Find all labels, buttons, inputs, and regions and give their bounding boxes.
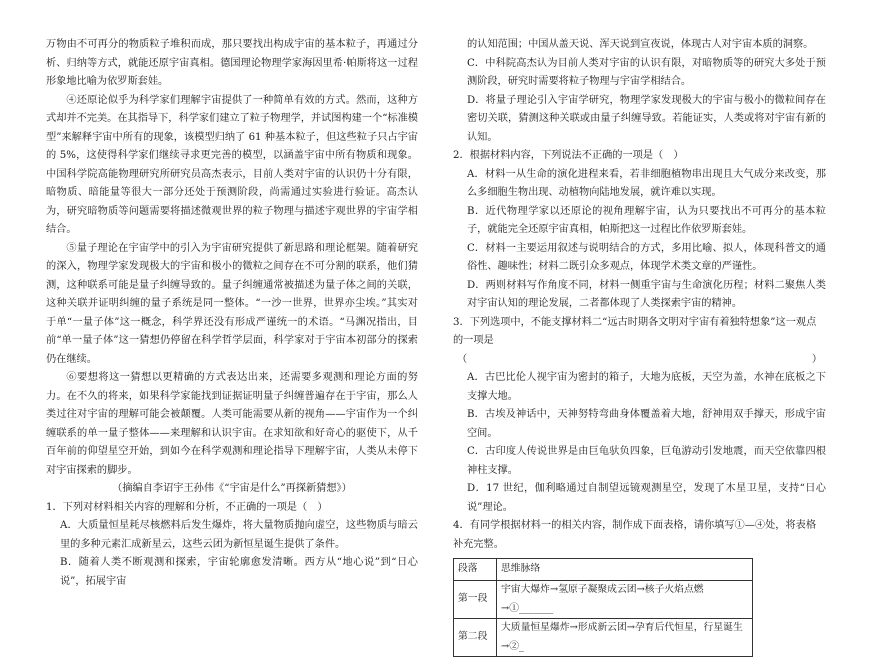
table-row: [454, 619, 753, 657]
passage-paragraph: 万物由不可再分的物质粒子堆积而成，那只要找出构成宇宙的基本粒子，再通过分析、归纳等方式，就能还原宇宙真相。德国理论物理学家海因里希·帕斯将这一过程形象地比喻为依罗斯套娃。: [46, 39, 418, 87]
passage-source: （摘编自李诏宇王孙伟《“宇宙是什么”再探新猜想》）: [112, 483, 352, 494]
question-1: [46, 499, 418, 592]
passage-paragraph-5: ⑤量子理论在宇宙学中的引入为宇宙研究提供了新思路和理论框架。随着研究的深入，物理学家发现极大的宇宙和极小的微粒之间存在不可分割的联系，他们猜测，这种联系可能是量子纠缠导致的。量子纠缠通常被描述为量子体之间的关联，这种关联并证明纠缠的量子系统是同一整体。“一沙一世界，世界亦尘埃。”其实对于单“一量子体”这一概念，科学界还没有形成严谨统一的术语。“马渊况指出，目前“单一量子体”这一猜想仍停留在科学哲学层面，科学家对于宇宙本初部分的探索仍在继续。: [46, 242, 418, 365]
question-1-option-a: A．大质量恒星耗尽核燃料后发生爆炸，将大量物质抛向虚空，这些物质与暗云里的多种元素汇成新星云，这些云团为新恒星诞生提供了条件。: [60, 520, 418, 550]
question-3-option-b: B．古埃及神话中，天神努特弯曲身体覆盖着大地，舒神用双手撑天，形成宇宙空间。: [467, 409, 826, 439]
question-1-option-d: D．将量子理论引入宇宙学研究，物理学家发现极大的宇宙与极小的微粒间存在密切关联，猜测这种关联或由量子纠缠导致。若能证实，人类或将对宇宙有新的认知。: [467, 94, 826, 143]
question-4: [453, 517, 826, 657]
question-3: [453, 314, 826, 518]
table-cell: 第一段: [454, 581, 497, 619]
question-3-option-c: C．古印度人传说世界是由巨龟驮负四象，巨龟游动引发地震，而天空依靠四根神柱支撑。: [467, 446, 826, 476]
passage-paragraph-4: ④还原论似乎为科学家们理解宇宙提供了一种简单有效的方式。然而，这种方式却并不完美。在其指导下，科学家们建立了粒子物理学，并试图构建一个“标准模型”来解释宇宙中所有的现象，该模型归纳了 61 种基本粒子，但这些粒子只占宇宙的 5%，这使得科学家们继续寻求更完善的模型，以涵盖宇宙中所有物质和现象。中国科学院高能物理研究所研究员高杰表示，目前人类对宇宙的认识仍十分有限，暗物质、暗能量等很大一部分还处于预测阶段，尚需通过实验进行验证。高杰认为，研究暗物质等问题需要将描述微观世界的粒子物理与描述宇观世界的宇宙学相结合。: [46, 94, 418, 235]
passage-paragraph-6: ⑥要想将这一猜想以更精确的方式表达出来，还需要多观测和理论方面的努力。在不久的将来，如果科学家能找到证据证明量子纠缠普遍存在于宇宙，那么人类过往对宇宙的理解可能会被颠覆。人类可能需要从新的视角——宇宙作为一个纠缠联系的单一量子整体——来理解和认识宇宙。在求知欲和好奇心的驱使下，从千百年前的仰望星空开始，到如今在科学观测和理论指导下理解宇宙，人类从未停下对宇宙探索的脚步。: [46, 372, 418, 476]
table-row: [454, 581, 753, 619]
question-2-option-a: A．材料一从生命的演化进程来看，若非细胞植物串出现且大气成分来改变，那么多细胞生物出现、动植物向陆地发展，就许难以实现。: [467, 168, 826, 198]
table-cell: 段落: [454, 559, 497, 581]
question-4-stem: 4．有同学根据材料一的相关内容，制作成下面表格，请你填写①—④处，将表格补充完整。: [453, 520, 817, 550]
question-2-option-b: B．近代物理学家以还原论的视角理解宇宙，认为只要找出不可再分的基本粒子，就能完全还原宇宙真相，帕斯把这一过程比作依罗斯套娃。: [467, 205, 826, 235]
right-column: [453, 36, 826, 657]
table-cell: 思维脉络: [497, 559, 753, 581]
question-1-stem: 1．下列对材料相关内容的理解和分析，不正确的一项是（ ）: [46, 501, 328, 513]
table-cell: 宇宙大爆炸→氢原子凝聚成云团→核子火焰点燃→①_______: [497, 581, 753, 619]
paren-open: （: [457, 353, 468, 365]
table-header-row: [454, 559, 753, 581]
outline-table: [453, 558, 753, 657]
question-1-option-b-continued: 的认知范围；中国从盖天说、浑天说到宣夜说，体现古人对宇宙本质的洞察。: [467, 39, 814, 50]
question-3-option-a: A．古巴比伦人视宇宙为密封的箱子，大地为底板，天空为盖，水神在底板之下支撑大地。: [467, 372, 826, 402]
question-2-option-c: C．材料一主要运用叙述与说明结合的方式，多用比喻、拟人，体现科普文的通俗性、趣味性；材料二既引众多观点，体现学术类文章的严谨性。: [467, 242, 826, 272]
question-2-stem: 2．根据材料内容，下列说法不正确的一项是（ ）: [453, 150, 684, 161]
question-2: [453, 147, 826, 314]
table-cell: 大质量恒星爆炸→形成新云团→孕育后代恒星，行星诞生→②_: [497, 619, 753, 657]
question-3-stem: 3．下列选项中，不能支撑材料二“远古时期各文明对宇宙有着独特想象”这一观点的一项是: [453, 316, 817, 346]
question-1-option-b: B．随着人类不断观测和探索，宇宙轮廓愈发清晰。西方从“地心说”到“日心说”，拓展宇宙: [60, 557, 418, 587]
table-cell: 第二段: [454, 619, 497, 657]
answer-parentheses: [453, 351, 826, 370]
left-column: [46, 36, 418, 591]
question-3-option-d: D．17 世纪，伽利略通过自制望远镜观测星空，发现了木星卫星，支持“日心说”理论。: [467, 483, 826, 513]
question-2-option-d: D．两则材料写作角度不同，材料一侧重宇宙与生命演化历程；材料二聚焦人类对宇宙认知的理论发展，二者都体现了人类探索宇宙的精神。: [467, 279, 826, 309]
paren-close: ）: [811, 353, 822, 365]
question-1-option-c: C．中科院高杰认为目前人类对宇宙的认识有限，对暗物质等的研究大多处于预测阶段，研究时需要将粒子物理与宇宙学相结合。: [467, 57, 826, 87]
